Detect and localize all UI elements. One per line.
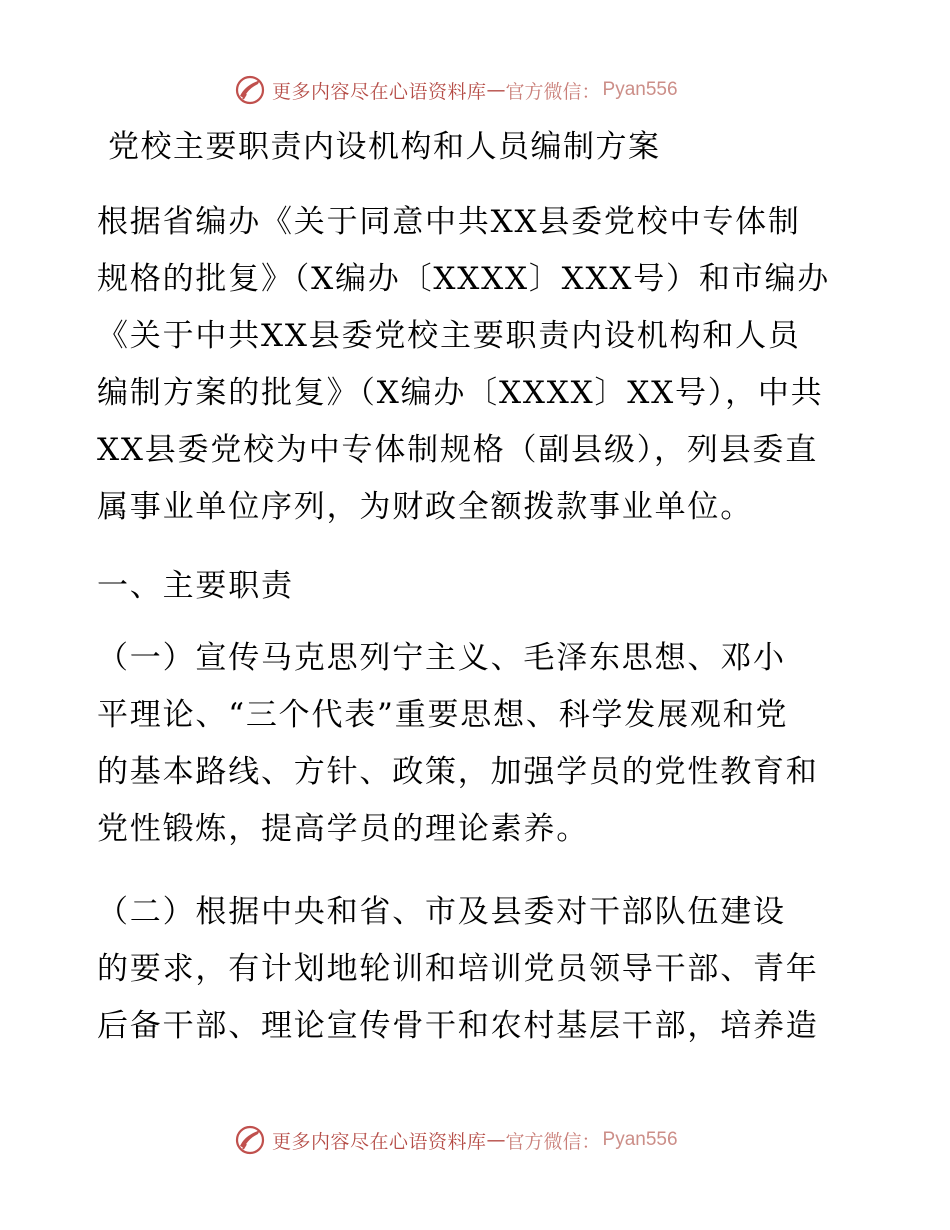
paragraph-line: （二）根据中央和省、市及县委对干部队伍建设 xyxy=(97,894,786,930)
watermark-wechat-id: Pyan556 xyxy=(602,1129,678,1150)
pen-logo-icon xyxy=(234,74,266,106)
paragraph-line: 规格的批复》（X编办〔XXXX〕XXX号）和市编办 xyxy=(97,261,831,297)
paragraph-line: 后备干部、理论宣传骨干和农村基层干部，培养造 xyxy=(97,1008,819,1044)
section-heading-text: 一、主要职责 xyxy=(97,568,294,604)
paragraph-line: 平理论、“三个代表”重要思想、科学发展观和党 xyxy=(97,697,789,733)
paragraph-line: 党性锻炼，提高学员的理论素养。 xyxy=(97,811,589,847)
watermark-dash: — xyxy=(486,79,506,101)
watermark-official-label: 官方微信： xyxy=(505,80,601,103)
watermark-official-label: 官方微信： xyxy=(505,1130,601,1153)
watermark-banner-top xyxy=(234,70,678,110)
paragraph-line: 《关于中共XX县委党校主要职责内设机构和人员 xyxy=(97,318,801,354)
intro-paragraph xyxy=(97,194,857,536)
paragraph-line: 属事业单位序列，为财政全额拨款事业单位。 xyxy=(97,489,753,525)
section-heading xyxy=(97,558,857,615)
watermark-main-text: 更多内容尽在心语资料库 xyxy=(272,80,487,103)
watermark-main-text: 更多内容尽在心语资料库 xyxy=(272,1130,487,1153)
document-title: 党校主要职责内设机构和人员编制方案 xyxy=(108,129,661,165)
paragraph-line: （一）宣传马克思列宁主义、毛泽东思想、邓小 xyxy=(97,640,786,676)
paragraph-line: 编制方案的批复》（X编办〔XXXX〕XX号），中共 xyxy=(97,375,824,411)
watermark-wechat-id: Pyan556 xyxy=(602,79,678,100)
duty-paragraph-1 xyxy=(97,630,857,858)
duty-paragraph-2 xyxy=(97,884,857,1055)
paragraph-line: XX县委党校为中专体制规格（副县级），列县委直 xyxy=(97,432,819,468)
paragraph-line: 根据省编办《关于同意中共XX县委党校中专体制 xyxy=(97,204,801,240)
watermark-banner-bottom xyxy=(234,1120,678,1160)
paragraph-line: 的要求，有计划地轮训和培训党员领导干部、青年 xyxy=(97,951,819,987)
paragraph-line: 的基本路线、方针、政策，加强学员的党性教育和 xyxy=(97,754,819,790)
watermark-dash: — xyxy=(486,1129,506,1151)
pen-logo-icon xyxy=(234,1124,266,1156)
